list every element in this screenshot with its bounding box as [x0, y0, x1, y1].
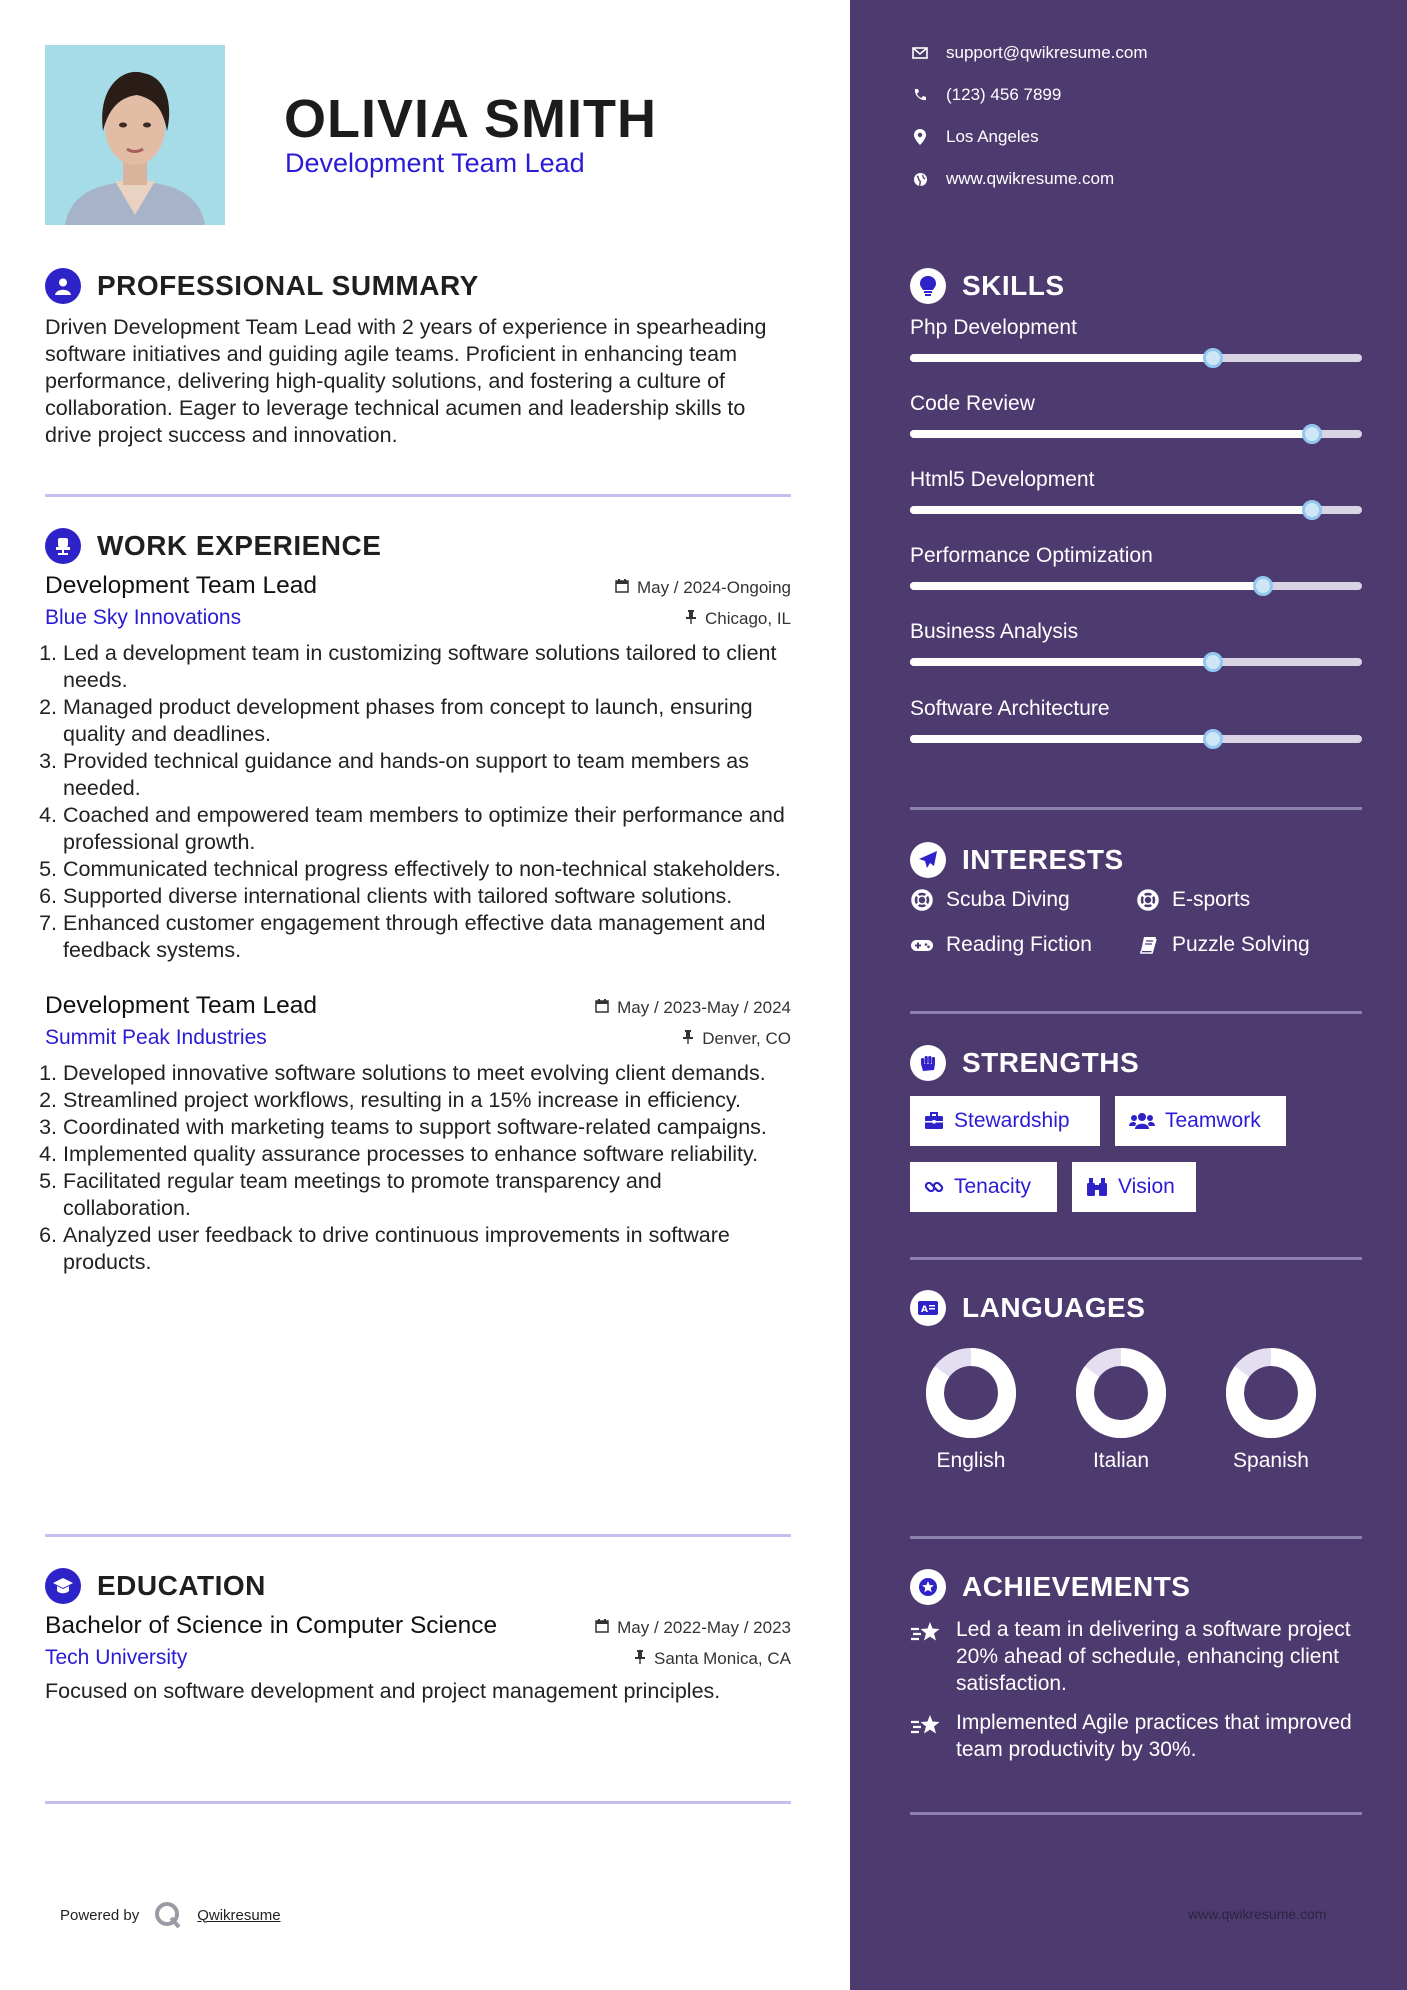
- calendar-icon: [615, 578, 629, 598]
- work-title: WORK EXPERIENCE: [97, 530, 382, 561]
- life-ring-icon: [910, 889, 934, 911]
- language-item: [1061, 1343, 1181, 1473]
- job-title: Development Team Lead: [45, 992, 317, 1019]
- list-item: 3. Provided technical guidance and hands-on support to team members as needed.: [63, 748, 791, 802]
- summary-header: [45, 266, 791, 306]
- divider: [910, 1011, 1362, 1014]
- list-item: 6. Supported diverse international clients with tailored software solutions.: [63, 883, 791, 910]
- contact-phone[interactable]: [910, 85, 1061, 105]
- school-name: Tech University: [45, 1646, 188, 1669]
- achievement-text: Implemented Agile practices that improved team productivity by 30%.: [956, 1711, 1352, 1761]
- achievements-title: ACHIEVEMENTS: [962, 1571, 1191, 1602]
- list-item: 1. Developed innovative software solutions to meet evolving client demands.: [63, 1060, 791, 1087]
- interest-label: Reading Fiction: [946, 933, 1092, 956]
- divider: [910, 1257, 1362, 1260]
- strength-label: Tenacity: [954, 1175, 1032, 1198]
- list-item: 4. Implemented quality assurance processes to enhance software reliability.: [63, 1141, 791, 1168]
- job-date: [595, 998, 791, 1018]
- language-label: Spanish: [1233, 1449, 1309, 1472]
- education-section: [45, 1566, 791, 1705]
- skill-slider-handle: [1302, 424, 1322, 444]
- user-icon: [45, 268, 81, 304]
- company-name: Summit Peak Industries: [45, 1026, 267, 1049]
- svg-text:A: A: [921, 1305, 928, 1315]
- strengths-title: STRENGTHS: [962, 1047, 1140, 1078]
- strength-chip: [910, 1096, 1100, 1146]
- skill-fill: [910, 506, 1312, 514]
- shooting-star-icon: [910, 1616, 944, 1697]
- skill-slider-handle: [1203, 652, 1223, 672]
- profile-photo: [45, 45, 225, 225]
- pin-icon: [634, 1649, 646, 1669]
- strength-label: Stewardship: [954, 1109, 1070, 1132]
- calendar-icon: [595, 1618, 609, 1638]
- interest-label: Scuba Diving: [946, 888, 1070, 911]
- paper-plane-icon: [910, 842, 946, 878]
- contact-website[interactable]: [910, 169, 1114, 189]
- job-location-text: Denver, CO: [702, 1029, 791, 1048]
- skill-item: [910, 316, 1362, 340]
- job-date-text: May / 2023-May / 2024: [617, 998, 791, 1017]
- shooting-star-icon: [910, 1709, 944, 1763]
- binoculars-icon: [1086, 1177, 1108, 1197]
- star-badge-icon: [910, 1569, 946, 1605]
- sidebar: [850, 0, 1407, 1990]
- job-entry: [45, 572, 791, 964]
- skill-slider-handle: [1203, 348, 1223, 368]
- skill-name: Html5 Development: [910, 468, 1095, 491]
- skill-track: [910, 735, 1362, 743]
- pin-icon: [682, 1029, 694, 1049]
- language-icon: [910, 1290, 946, 1326]
- list-item: 5. Communicated technical progress effectively to non-technical stakeholders.: [63, 856, 791, 883]
- list-item: 1. Led a development team in customizing software solutions tailored to client needs.: [63, 640, 791, 694]
- skills-header: [910, 266, 1362, 306]
- fist-icon: [910, 1045, 946, 1081]
- strength-chip: [1072, 1162, 1196, 1212]
- contact-phone-text: (123) 456 7899: [946, 85, 1062, 104]
- list-item: 5. Facilitated regular team meetings to promote transparency and collaboration.: [63, 1168, 791, 1222]
- skill-track: [910, 506, 1362, 514]
- divider: [45, 1801, 791, 1804]
- skill-item: [910, 697, 1362, 721]
- contact-location-text: Los Angeles: [946, 127, 1039, 146]
- list-item: 6. Analyzed user feedback to drive continuous improvements in software products.: [63, 1222, 791, 1276]
- interests-title: INTERESTS: [962, 844, 1124, 875]
- skill-item: [910, 392, 1362, 416]
- achievement-item: [910, 1709, 1362, 1763]
- interest-item: [1136, 933, 1310, 957]
- achievements-header: [910, 1567, 1362, 1607]
- work-section: [45, 526, 791, 1276]
- map-pin-icon: [910, 129, 930, 145]
- language-label: Italian: [1092, 1449, 1150, 1472]
- footer-site[interactable]: www.qwikresume.com: [1188, 1906, 1327, 1922]
- divider: [910, 807, 1362, 810]
- interest-label: E-sports: [1172, 888, 1251, 911]
- divider: [910, 1812, 1362, 1815]
- education-location-text: Santa Monica, CA: [653, 1649, 791, 1668]
- achievement-item: [910, 1616, 1362, 1697]
- skill-track: [910, 658, 1362, 666]
- contact-website-text: www.qwikresume.com: [946, 169, 1115, 188]
- job-title: Development Team Lead: [45, 572, 317, 599]
- skills-title: SKILLS: [962, 270, 1065, 301]
- interests-header: [910, 840, 1362, 880]
- summary-title: PROFESSIONAL SUMMARY: [97, 270, 479, 301]
- job-date-text: May / 2024-Ongoing: [636, 578, 791, 597]
- skill-item: [910, 544, 1362, 568]
- interest-item: [1136, 888, 1250, 912]
- skill-item: [910, 468, 1362, 492]
- skill-track: [910, 354, 1362, 362]
- skill-name: Performance Optimization: [910, 544, 1153, 567]
- users-icon: [1129, 1112, 1155, 1130]
- divider: [45, 494, 791, 497]
- interest-item: [910, 888, 1070, 912]
- qwikresume-logo-icon: [153, 1900, 183, 1930]
- qwikresume-link[interactable]: Qwikresume: [197, 1906, 281, 1924]
- skill-slider-handle: [1253, 576, 1273, 596]
- strengths-section: [910, 1043, 1362, 1083]
- skill-fill: [910, 582, 1263, 590]
- skill-name: Php Development: [910, 316, 1077, 339]
- skill-item: [910, 620, 1362, 644]
- chair-icon: [45, 528, 81, 564]
- interest-item: [910, 933, 1092, 957]
- language-donut: [921, 1343, 1021, 1443]
- skill-track: [910, 582, 1362, 590]
- contact-location: [910, 127, 1039, 147]
- skill-fill: [910, 735, 1213, 743]
- globe-icon: [910, 172, 930, 187]
- candidate-role: Development Team Lead: [285, 148, 585, 178]
- powered-by-text: Powered by: [60, 1906, 140, 1924]
- job-location: [685, 609, 791, 629]
- skills-section: [910, 266, 1362, 306]
- strength-label: Teamwork: [1165, 1109, 1261, 1132]
- education-location: [634, 1649, 791, 1669]
- strength-chip: [910, 1162, 1057, 1212]
- link-icon: [924, 1177, 944, 1197]
- skill-slider-handle: [1302, 500, 1322, 520]
- graduation-cap-icon: [45, 1568, 81, 1604]
- achievement-text: Led a team in delivering a software project 20% ahead of schedule, enhancing client satisfaction.: [956, 1618, 1351, 1695]
- job-date: [615, 578, 791, 598]
- interest-label: Puzzle Solving: [1172, 933, 1310, 956]
- education-date: [595, 1618, 791, 1638]
- strengths-header: [910, 1043, 1362, 1083]
- degree-title: Bachelor of Science in Computer Science: [45, 1612, 498, 1639]
- list-item: 4. Coached and empowered team members to optimize their performance and professional growth.: [63, 802, 791, 856]
- list-item: 7. Enhanced customer engagement through effective data management and feedback systems.: [63, 910, 791, 964]
- language-item: [911, 1343, 1031, 1473]
- candidate-name: OLIVIA SMITH: [284, 89, 657, 149]
- skill-fill: [910, 658, 1213, 666]
- skill-name: Code Review: [910, 392, 1035, 415]
- skill-fill: [910, 354, 1213, 362]
- strength-label: Vision: [1118, 1175, 1175, 1198]
- list-item: 2. Streamlined project workflows, resulting in a 15% increase in efficiency.: [63, 1087, 791, 1114]
- language-donut: [1071, 1343, 1171, 1443]
- gamepad-icon: [910, 937, 934, 953]
- interests-section: [910, 840, 1362, 880]
- list-item: 3. Coordinated with marketing teams to support software-related campaigns.: [63, 1114, 791, 1141]
- languages-title: LANGUAGES: [962, 1292, 1146, 1323]
- divider: [45, 1534, 791, 1537]
- skill-fill: [910, 430, 1312, 438]
- life-ring-icon: [1136, 889, 1160, 911]
- job-entry: [45, 992, 791, 1276]
- languages-header: [910, 1288, 1362, 1328]
- powered-by: [60, 1900, 281, 1930]
- education-date-text: May / 2022-May / 2023: [617, 1618, 791, 1637]
- summary-text: Driven Development Team Lead with 2 years of experience in spearheading software initiatives and guiding agile teams. Proficient in enhancing team performance, delivering high-quality solutions, and fostering a culture of collaboration. Eager to leverage technical acumen and leadership skills to drive project success and innovation.: [45, 315, 767, 447]
- summary-section: [45, 266, 791, 449]
- list-item: 2. Managed product development phases from concept to launch, ensuring quality and deadlines.: [63, 694, 791, 748]
- job-bullets: [45, 1060, 791, 1276]
- lightbulb-icon: [910, 268, 946, 304]
- company-name: Blue Sky Innovations: [45, 606, 242, 629]
- education-header: [45, 1566, 791, 1606]
- book-icon: [1136, 935, 1160, 955]
- education-title: EDUCATION: [97, 1570, 266, 1601]
- calendar-icon: [595, 998, 609, 1018]
- contact-email-text: support@qwikresume.com: [946, 43, 1148, 62]
- education-description: Focused on software development and project management principles.: [45, 1679, 721, 1703]
- skill-name: Software Architecture: [910, 697, 1110, 720]
- phone-icon: [910, 88, 930, 102]
- job-location-text: Chicago, IL: [705, 609, 791, 628]
- skill-track: [910, 430, 1362, 438]
- skill-slider-handle: [1203, 729, 1223, 749]
- languages-section: [910, 1288, 1362, 1328]
- briefcase-icon: [924, 1112, 944, 1130]
- divider: [910, 1536, 1362, 1539]
- strength-chip: [1115, 1096, 1286, 1146]
- achievements-section: [910, 1567, 1362, 1607]
- work-header: [45, 526, 791, 566]
- language-label: English: [936, 1449, 1006, 1472]
- language-item: [1211, 1343, 1331, 1473]
- job-bullets: [45, 640, 791, 964]
- skill-name: Business Analysis: [910, 620, 1079, 643]
- envelope-icon: [910, 47, 930, 59]
- pin-icon: [685, 609, 697, 629]
- contact-email[interactable]: [910, 43, 1148, 63]
- language-donut: [1221, 1343, 1321, 1443]
- job-location: [682, 1029, 791, 1049]
